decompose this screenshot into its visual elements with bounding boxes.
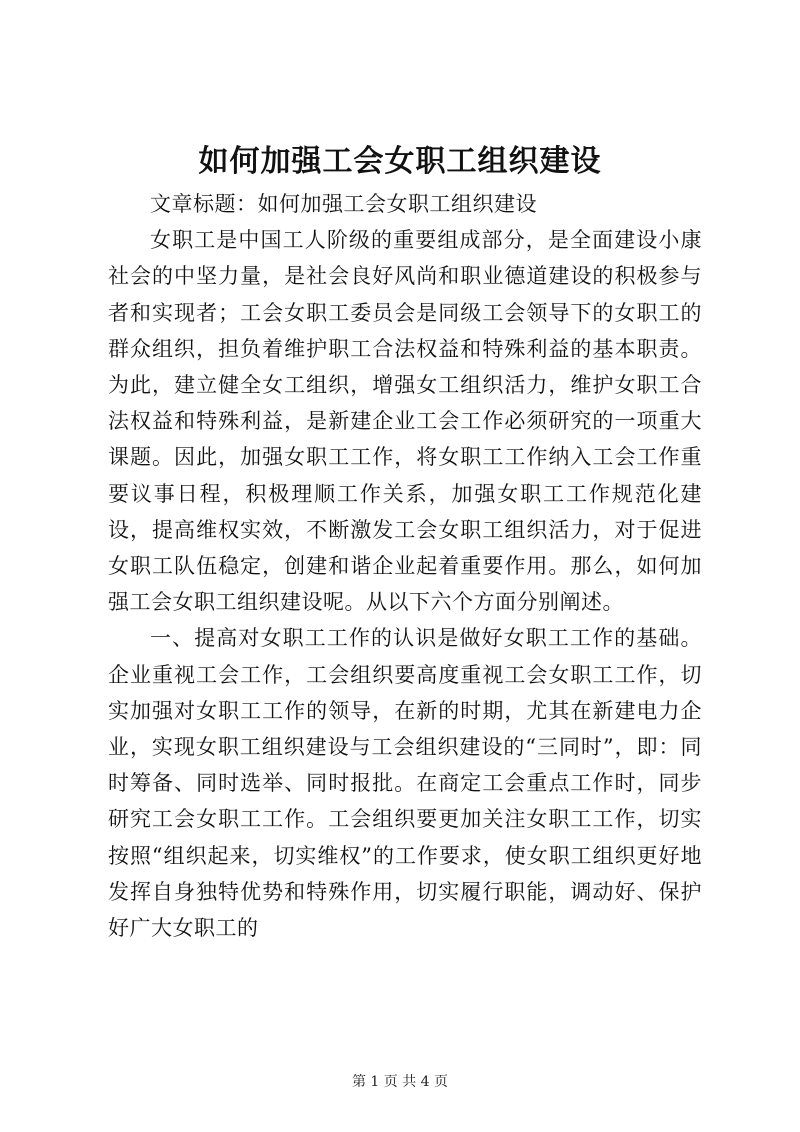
paragraph-article-title: 文章标题：如何加强工会女职工组织建设 [150, 192, 537, 216]
page-footer: 第 1 页 共 4 页 [351, 1074, 449, 1090]
paragraph-intro: 女职工是中国工人阶级的重要组成部分，是全面建设小康社会的中坚力量，是社会良好风尚和职业德道建设的积极参与者和实现者；工会女职工委员会是同级工会领导下的女职工的群众组织，担负着维护职工合法权益和特殊利益的基本职责。为此，建立健全女工组织，增强女工组织活力，维护女职工合法权益和特殊利益，是新建企业工会工作必须研究的一项重大课题。因此，加强女职工工作，将女职工工作纳入工会工作重要议事日程，积极理顺工作关系，加强女职工工作规范化建设，提高维权实效，不断激发工会女职工组织活力，对于促进女职工队伍稳定，创建和谐企业起着重要作用。那么，如何加强工会女职工组织建设呢。从以下六个方面分别阐述。 [108, 228, 702, 615]
document-body [108, 186, 702, 946]
paragraph-section-one: 一、提高对女职工工作的认识是做好女职工工作的基础。企业重视工会工作，工会组织要高度重视工会女职工工作，切实加强对女职工工作的领导，在新的时期，尤其在新建电力企业，实现女职工组织建设与工会组织建设的“三同时”，即：同时筹备、同时选举、同时报批。在商定工会重点工作时，同步研究工会女职工工作。工会组织要更加关注女职工工作，切实按照“组织起来，切实维权”的工作要求，使女职工组织更好地发挥自身独特优势和特殊作用，切实履行职能，调动好、保护好广大女职工的 [108, 626, 702, 941]
document-title: 如何加强工会女职工组织建设 [198, 144, 602, 179]
